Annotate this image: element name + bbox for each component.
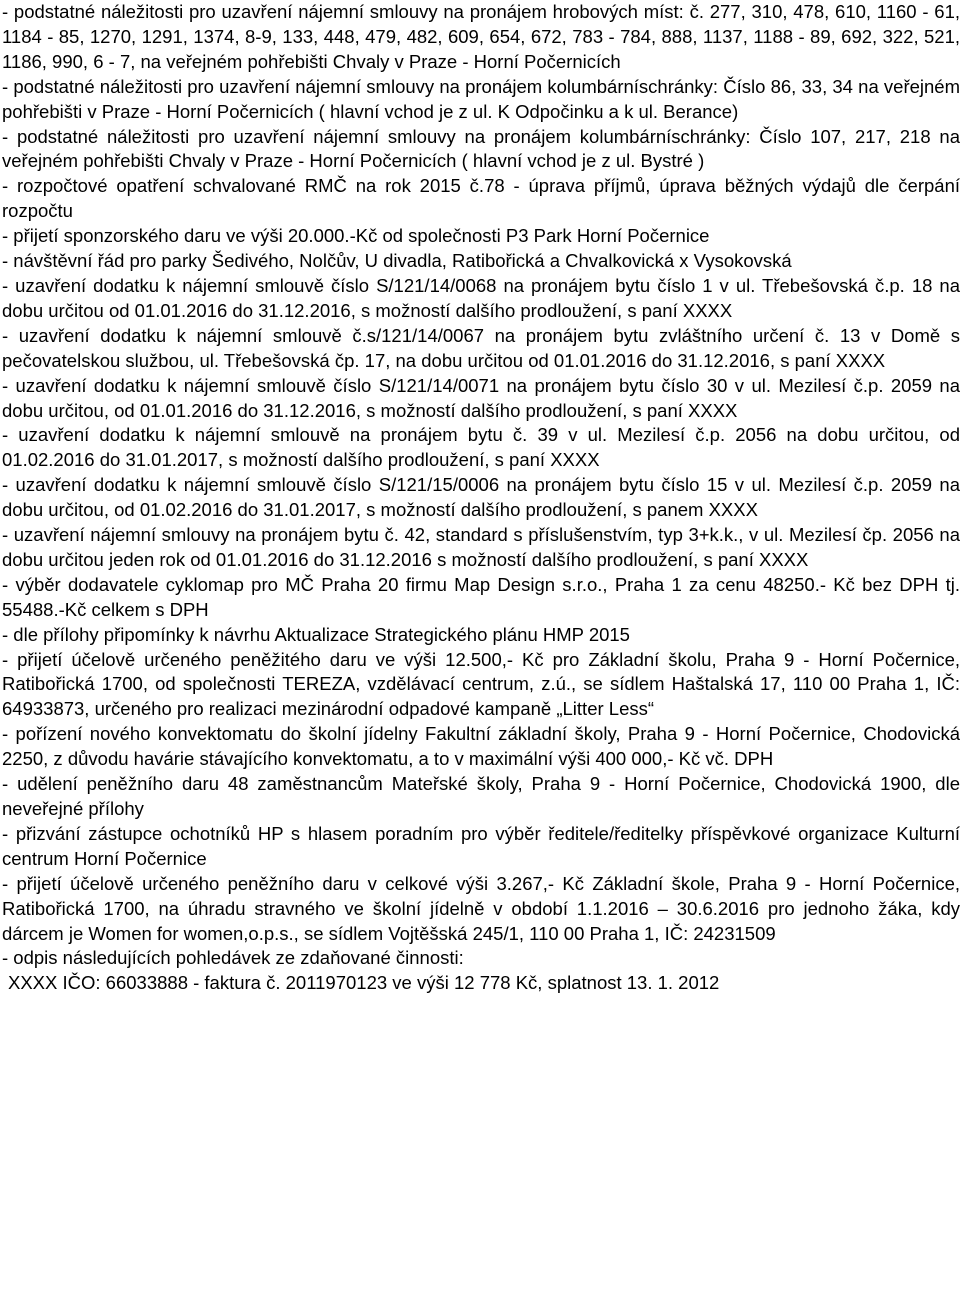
paragraph-grave-sites: - podstatné náležitosti pro uzavření nájemní smlouvy na pronájem hrobových míst: č. 277, 310, 478, 610, 1160 - 61, 1184 - 85, 1270, 1291, 1374, 8-9, 133, 448, 479, 482, 609, 654, 672, 783 - 784, 888, 1137, 1188 - 89, 692, 322, 521, 1186, 990, 6 - 7, na veřejném pohřebišti Chvaly v Praze - Horní Počernicích (2, 1, 960, 72)
paragraph-columbarium-1: - podstatné náležitosti pro uzavření nájemní smlouvy na pronájem kolumbárníschránky: Číslo 86, 33, 34 na veřejném pohřebišti v Praze - Horní Počernicích ( hlavní vchod je z ul. K Odpočinku a k ul. Berance) (2, 75, 960, 122)
paragraph-cyclomap-supplier: - výběr dodavatele cyklomap pro MČ Praha 20 firmu Map Design s.r.o., Praha 1 za cenu 48250.- Kč bez DPH tj. 55488.-Kč celkem s DPH (2, 573, 960, 620)
paragraph-strategic-plan: - dle přílohy připomínky k návrhu Aktualizace Strategického plánu HMP 2015 (2, 623, 630, 645)
paragraph-lease-amendment-flat-39: - uzavření dodatku k nájemní smlouvě na pronájem bytu č. 39 v ul. Mezilesí č.p. 2056 na dobu určitou, od 01.02.2016 do 31.01.2017, s možností dalšího prodloužení, s paní XXXX (2, 424, 960, 471)
paragraph-lease-amendment-0067: - uzavření dodatku k nájemní smlouvě č.s/121/14/0067 na pronájem bytu zvláštního určení č. 13 v Domě s pečovatelskou službou, ul. Třebešovská čp. 17, na dobu určitou od 01.01.2016 do 31.12.2016, s paní XXXX (2, 324, 960, 371)
paragraph-budget-measure: - rozpočtové opatření schvalované RMČ na rok 2015 č.78 - úprava příjmů, úprava běžných výdajů dle čerpání rozpočtu (2, 175, 960, 222)
paragraph-kindergarten-gift: - udělení peněžního daru 48 zaměstnancům Mateřské školy, Praha 9 - Horní Počernice, Chodovická 1900, dle neveřejné přílohy (2, 773, 960, 819)
paragraph-gift-litter-less: - přijetí účelově určeného peněžitého daru ve výši 12.500,- Kč pro Základní školu, Praha 9 - Horní Počernice, Ratibořická 1700, od společnosti TEREZA, vzdělávací centrum, z.ú., se sídlem Haštalská 17, 110 00 Praha 1, IČ: 64933873, určeného pro realizaci mezinárodní odpadové kampaně „Litter Less“ (2, 648, 960, 720)
paragraph-park-rules: - návštěvní řád pro parky Šedivého, Nolčův, U divadla, Ratibořická a Chvalkovická x Vysokovská (2, 250, 792, 272)
paragraph-lease-amendment-0006: - uzavření dodatku k nájemní smlouvě číslo S/121/15/0006 na pronájem bytu číslo 15 v ul. Mezilesí č.p. 2059 na dobu určitou, od 01.02.2016 do 31.01.2017, s možností dalšího prodloužení, s panem XXXX (2, 474, 960, 521)
paragraph-lease-amendment-0068: - uzavření dodatku k nájemní smlouvě číslo S/121/14/0068 na pronájem bytu číslo 1 v ul. Třebešovská č.p. 18 na dobu určitou od 01.01.2016 do 31.12.2016, s možností dalšího prodloužení, s paní XXXX (2, 274, 960, 321)
paragraph-amateur-theatre: - přizvání zástupce ochotníků HP s hlasem poradním pro výběr ředitele/ředitelky příspěvkové organizace Kulturní centrum Horní Počernice (2, 822, 960, 869)
paragraph-lease-flat-42: - uzavření nájemní smlouvy na pronájem bytu č. 42, standard s příslušenstvím, typ 3+k.k., v ul. Mezilesí čp. 2056 na dobu určitou jeden rok od 01.01.2016 do 31.12.2016 s možností dalšího prodloužení, s paní XXXX (2, 524, 960, 570)
paragraph-lease-amendment-0071: - uzavření dodatku k nájemní smlouvě číslo S/121/14/0071 na pronájem bytu číslo 30 v ul. Mezilesí č.p. 2059 na dobu určitou, od 01.01.2016 do 31.12.2016, s možností dalšího prodloužení, s paní XXXX (2, 374, 960, 421)
paragraph-school-meals-gift: - přijetí účelově určeného peněžního daru v celkové výši 3.267,- Kč Základní škole, Praha 9 - Horní Počernice, Ratibořická 1700, na úhradu stravného ve školní jídelně v období 1.1.2016 – 30.6.2016 pro jednoho žáka, kdy dárcem je Women for women,o.p.s., se sídlem Vojtěšská 245/1, 110 00 Praha 1, IČ: 24231509 (2, 872, 960, 944)
paragraph-convection-oven: - pořízení nového konvektomatu do školní jídelny Fakultní základní školy, Praha 9 - Horní Počernice, Chodovická 2250, z důvodu havárie stávajícího konvektomatu, a to v maximální výši 400 000,- Kč vč. DPH (2, 723, 960, 770)
paragraph-columbarium-2: - podstatné náležitosti pro uzavření nájemní smlouvy na pronájem kolumbárníschránky: Číslo 107, 217, 218 na veřejném pohřebišti Chvaly v Praze - Horní Počernicích ( hlavní vchod je z ul. Bystré ) (2, 125, 960, 172)
paragraph-write-off: - odpis následujících pohledávek ze zdaňované činnosti: (2, 947, 464, 969)
paragraph-sponsor-gift: - přijetí sponzorského daru ve výši 20.000.-Kč od společnosti P3 Park Horní Počernice (2, 225, 710, 247)
paragraph-invoice: XXXX IČO: 66033888 - faktura č. 2011970123 ve výši 12 778 Kč, splatnost 13. 1. 2012 (8, 972, 720, 994)
